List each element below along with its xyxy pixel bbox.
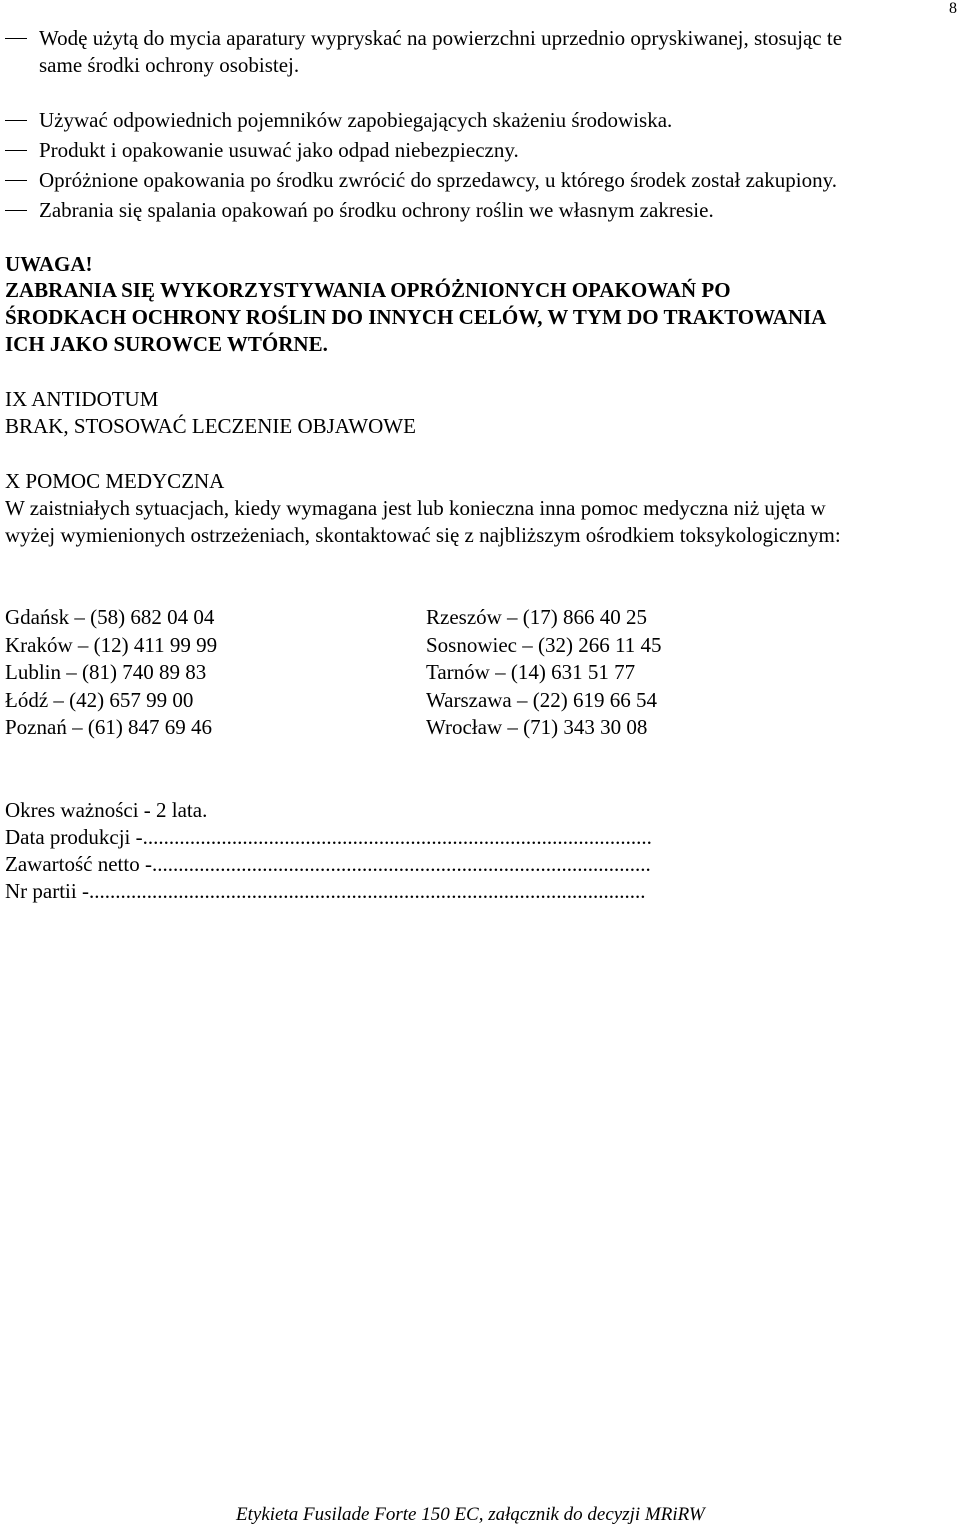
shelf-life: Okres ważności - 2 lata. — [5, 798, 208, 822]
warning-label: UWAGA! — [5, 252, 93, 276]
contact-entry: Łódź – (42) 657 99 00 — [5, 687, 194, 712]
contact-entry: Lublin – (81) 740 89 83 — [5, 660, 207, 684]
antidote-section — [5, 386, 955, 440]
net-content: Zawartość netto -............................................................................................... — [5, 852, 651, 876]
antidote-heading: IX ANTIDOTUM — [5, 387, 159, 411]
list-item-text: Zabrania się spalania opakowań po środku ochrony roślin we własnym zakresie. — [39, 198, 714, 222]
contact-entry: Warszawa – (22) 619 66 54 — [426, 687, 657, 712]
contact-row — [5, 659, 805, 687]
precautions-list-top — [0, 25, 956, 79]
list-item — [0, 137, 956, 167]
dash-bullet-icon — [5, 150, 27, 151]
contact-row — [5, 714, 805, 742]
page-number: 8 — [949, 0, 957, 17]
warning-block — [5, 251, 955, 358]
list-item — [0, 107, 956, 137]
contact-row — [5, 687, 805, 715]
medical-help-heading: X POMOC MEDYCZNA — [5, 469, 225, 493]
contact-entry: Tarnów – (14) 631 51 77 — [426, 660, 636, 684]
medical-help-line: wyżej wymienionych ostrzeżeniach, skontaktować się z najbliższym ośrodkiem toksykologicznym: — [5, 523, 841, 547]
production-date: Data produkcji -................................................................................................. — [5, 825, 652, 849]
contact-entry: Kraków – (12) 411 99 99 — [5, 632, 218, 657]
product-info — [5, 797, 955, 905]
antidote-text: BRAK, STOSOWAĆ LECZENIE OBJAWOWE — [5, 414, 416, 438]
dash-bullet-icon — [5, 210, 27, 211]
contact-entry: Sosnowiec – (32) 266 11 45 — [426, 632, 662, 657]
dash-bullet-icon — [5, 120, 27, 121]
warning-line: ŚRODKACH OCHRONY ROŚLIN DO INNYCH CELÓW, W TYM DO TRAKTOWANIA — [5, 305, 827, 329]
contact-entry: Poznań – (61) 847 69 46 — [5, 715, 213, 739]
list-item-text: Używać odpowiednich pojemników zapobiegających skażeniu środowiska. — [39, 108, 673, 132]
list-item — [0, 25, 956, 79]
medical-help-line: W zaistniałych sytuacjach, kiedy wymagana jest lub konieczna inna pomoc medyczna niż ujęta w — [5, 496, 826, 520]
medical-help-section — [5, 468, 955, 549]
dash-bullet-icon — [5, 180, 27, 181]
contact-entry: Rzeszów – (17) 866 40 25 — [426, 605, 648, 629]
contact-row — [5, 604, 805, 632]
list-item-line: same środki ochrony osobistej. — [39, 53, 300, 77]
warning-line: ZABRANIA SIĘ WYKORZYSTYWANIA OPRÓŻNIONYCH OPAKOWAŃ PO — [5, 278, 731, 302]
batch-number: Nr partii -.......................................................................................................... — [5, 879, 646, 903]
contact-entry: Wrocław – (71) 343 30 08 — [426, 715, 648, 739]
list-item — [0, 167, 956, 197]
dash-bullet-icon — [5, 38, 27, 39]
contact-entry: Gdańsk – (58) 682 04 04 — [5, 605, 215, 629]
contact-row — [5, 632, 805, 660]
list-item-line: Wodę użytą do mycia aparatury wypryskać na powierzchni uprzednio opryskiwanej, stosując te — [39, 26, 843, 50]
page-footer: Etykieta Fusilade Forte 150 EC, załącznik do decyzji MRiRW — [236, 1504, 705, 1525]
list-item-text: Opróżnione opakowania po środku zwrócić do sprzedawcy, u którego środek został zakupiony. — [39, 168, 837, 192]
list-item-text: Produkt i opakowanie usuwać jako odpad niebezpieczny. — [39, 138, 519, 162]
toxicology-contacts — [5, 604, 805, 742]
disposal-list — [0, 107, 956, 227]
warning-line: ICH JAKO SUROWCE WTÓRNE. — [5, 332, 328, 356]
list-item — [0, 197, 956, 227]
